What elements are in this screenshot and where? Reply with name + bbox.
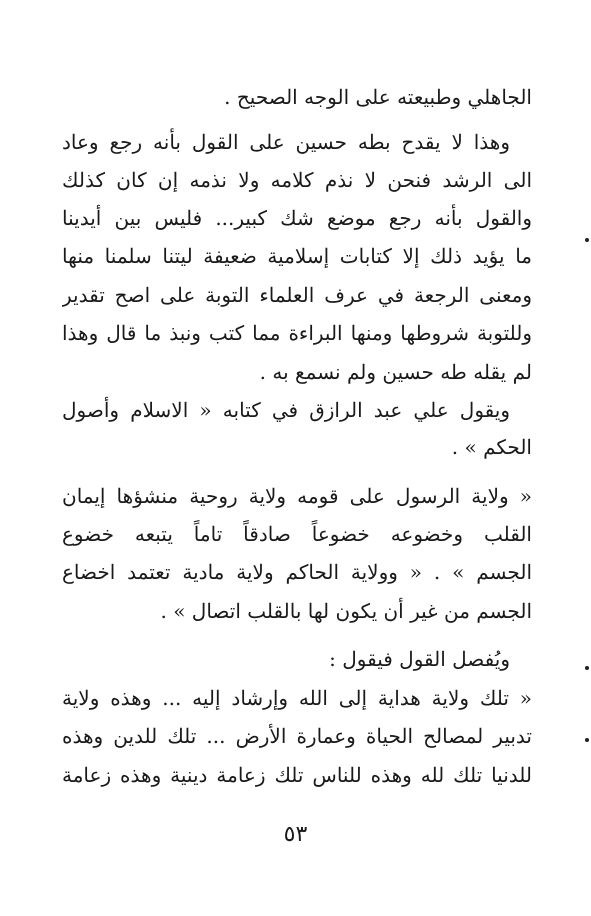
- scan-speck: [585, 238, 589, 242]
- text-line-11: ويُفصل القول فيقول :: [329, 647, 510, 671]
- text-line-1: الجاهلي وطبيعته على الوجه الصحيح .: [224, 85, 532, 109]
- text-line-5: ما يؤيد ذلك إلا كتابات إسلامية ضعيفة ليتنا سلمنا منها: [62, 244, 532, 268]
- text-line-4: والقول بأنه رجع موضع شك كبير... فليس بين أيدينا: [62, 206, 532, 230]
- quote-line-3: الجسم » . « وولاية الحاكم ولاية مادية تعتمد اخضاع: [62, 560, 532, 584]
- page-number: ٥٣: [283, 822, 308, 847]
- quote-line-6: تدبير لمصالح الحياة وعمارة الأرض ... تلك للدين وهذه: [62, 724, 532, 748]
- text-line-7: وللتوبة شروطها ومنها البراءة مما كتب ونبذ ما قال وهذا: [62, 321, 532, 345]
- quote-line-7: للدنيا تلك لله وهذه للناس تلك زعامة دينية وهذه زعامة: [62, 763, 532, 787]
- text-line-8: لم يقله طه حسين ولم نسمع به .: [259, 360, 532, 384]
- scan-speck: [585, 666, 589, 670]
- quote-line-1: « ولاية الرسول على قومه ولاية روحية منشؤها إيمان: [62, 484, 532, 508]
- text-line-2: وهذا لا يقدح بطه حسين على القول بأنه رجع وعاد: [62, 130, 510, 154]
- quote-line-4: الجسم من غير أن يكون لها بالقلب اتصال » .: [160, 599, 532, 623]
- scan-speck: [585, 738, 589, 742]
- text-line-10: الحكم » .: [451, 435, 532, 459]
- quote-line-2: القلب وخضوعه خضوعاً صادقاً تاماً يتبعه خضوع: [62, 522, 532, 546]
- quote-line-5: « تلك ولاية هداية إلى الله وإرشاد إليه ... وهذه ولاية: [62, 686, 532, 710]
- text-line-9: ويقول علي عبد الرازق في كتابه « الاسلام وأصول: [62, 398, 510, 422]
- text-line-3: الى الرشد فنحن لا نذم كلامه ولا نذمه إن كان كذلك: [62, 168, 532, 192]
- text-line-6: ومعنى الرجعة في عرف العلماء التوبة على اصح تقدير: [62, 283, 532, 307]
